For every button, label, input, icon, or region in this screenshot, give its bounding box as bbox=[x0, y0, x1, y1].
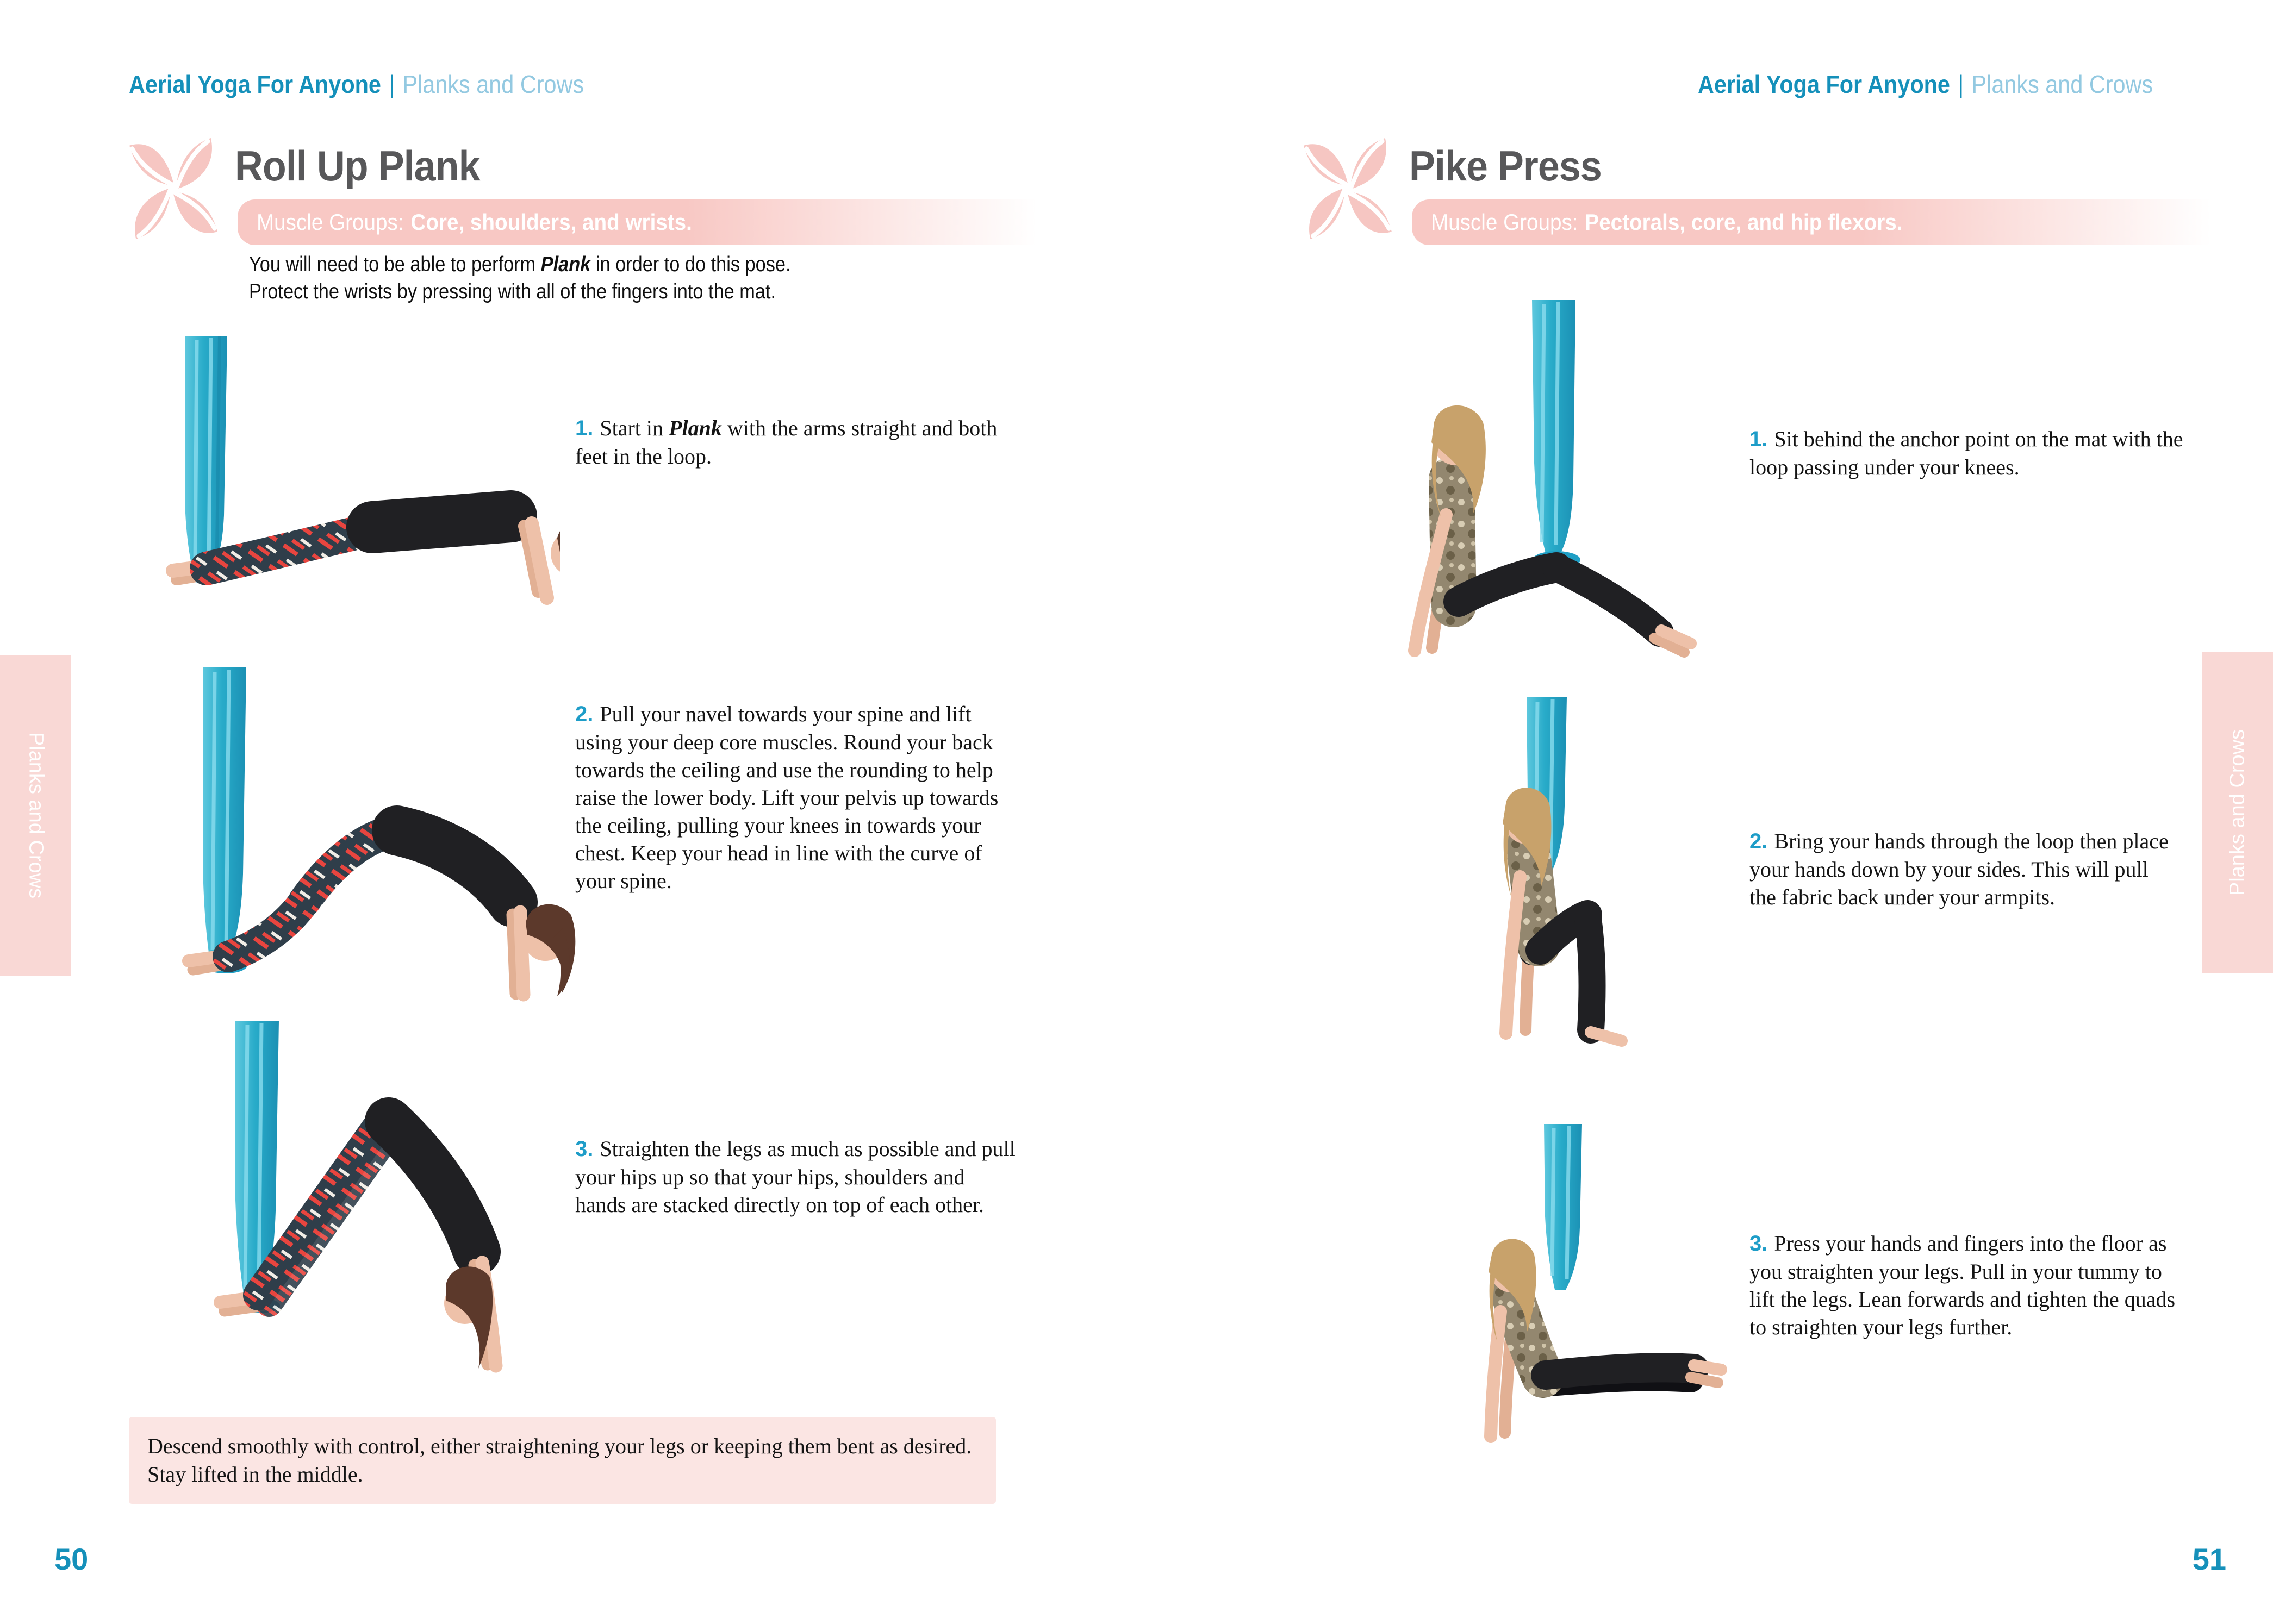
muscle-groups-banner bbox=[1412, 199, 2227, 245]
prerequisite-note: You will need to be able to perform Plank in order to do this pose. Protect the wrists by pressing with all of the fingers into the mat. bbox=[249, 253, 791, 303]
book-title: Aerial Yoga For Anyone bbox=[129, 70, 381, 98]
muscle-groups-value: Core, shoulders, and wrists. bbox=[410, 209, 692, 235]
chapter-title: Planks and Crows bbox=[1971, 70, 2153, 98]
left-running-header bbox=[129, 70, 634, 99]
photo-pike-press-step-3 bbox=[1331, 1124, 1730, 1475]
muscle-groups-label: Muscle Groups: bbox=[1430, 209, 1578, 235]
step-3-right: 3. Press your hands and fingers into the floor as you straighten your legs. Pull in your tummy to lift the legs. Lean forwards and tighten the quads to straighten your legs further. bbox=[1749, 1231, 2176, 1339]
muscle-groups-label: Muscle Groups: bbox=[256, 209, 404, 235]
chapter-title: Planks and Crows bbox=[402, 70, 584, 98]
page-number-left: 50 bbox=[54, 1542, 89, 1576]
step-number: 2. bbox=[575, 702, 594, 726]
chapter-tab-right bbox=[2202, 652, 2273, 973]
muscle-groups-banner bbox=[238, 199, 1053, 245]
step-number: 1. bbox=[575, 416, 594, 440]
step-2-right: 2. Bring your hands through the loop then place your hands down by your sides. This will pull the fabric back under your armpits. bbox=[1749, 829, 2169, 909]
flower-petal-icon bbox=[1301, 135, 1394, 242]
book-title: Aerial Yoga For Anyone bbox=[1697, 70, 1950, 98]
chapter-tab-label: Planks and Crows bbox=[2226, 729, 2249, 896]
right-running-header bbox=[1609, 70, 2153, 99]
header-separator: | bbox=[1958, 70, 1964, 98]
photo-roll-up-plank-step-3 bbox=[155, 1021, 560, 1396]
plank-reference: Plank bbox=[540, 253, 591, 276]
flower-petal-icon bbox=[127, 135, 220, 242]
pose-title-roll-up-plank: Roll Up Plank bbox=[235, 142, 480, 190]
descend-tip-box: Descend smoothly with control, either straightening your legs or keeping them bent as desired. Stay lifted in the middle. bbox=[129, 1417, 996, 1504]
step-2-left: 2. Pull your navel towards your spine and lift using your deep core muscles. Round your back towards the ceiling and use the rounding to help raise the lower body. Lift your pelvis up towards the ceiling, pulling your knees in towards your chest. Keep your head in line with the curve of your spine. bbox=[575, 702, 999, 893]
photo-roll-up-plank-step-2 bbox=[139, 667, 576, 1007]
photo-pike-press-step-1 bbox=[1304, 300, 1733, 683]
step-number: 2. bbox=[1749, 829, 1768, 853]
chapter-tab-left bbox=[0, 655, 71, 976]
step-1-right: 1. Sit behind the anchor point on the mat with the loop passing under your knees. bbox=[1749, 427, 2183, 479]
step-number: 1. bbox=[1749, 427, 1768, 451]
photo-pike-press-step-2 bbox=[1347, 697, 1730, 1064]
chapter-tab-label: Planks and Crows bbox=[24, 732, 47, 899]
step-number: 3. bbox=[1749, 1232, 1768, 1256]
step-1-left: 1. Start in Plank with the arms straight and both feet in the loop. bbox=[575, 416, 998, 469]
step-number: 3. bbox=[575, 1137, 594, 1161]
pose-title-pike-press: Pike Press bbox=[1409, 142, 1602, 190]
muscle-groups-value: Pectorals, core, and hip flexors. bbox=[1585, 209, 1903, 235]
header-separator: | bbox=[389, 70, 395, 98]
page-number-right: 51 bbox=[2192, 1542, 2226, 1576]
step-3-left: 3. Straighten the legs as much as possible and pull your hips up so that your hips, shoulders and hands are stacked directly on top of each other. bbox=[575, 1136, 1016, 1217]
photo-roll-up-plank-step-1 bbox=[125, 336, 560, 610]
